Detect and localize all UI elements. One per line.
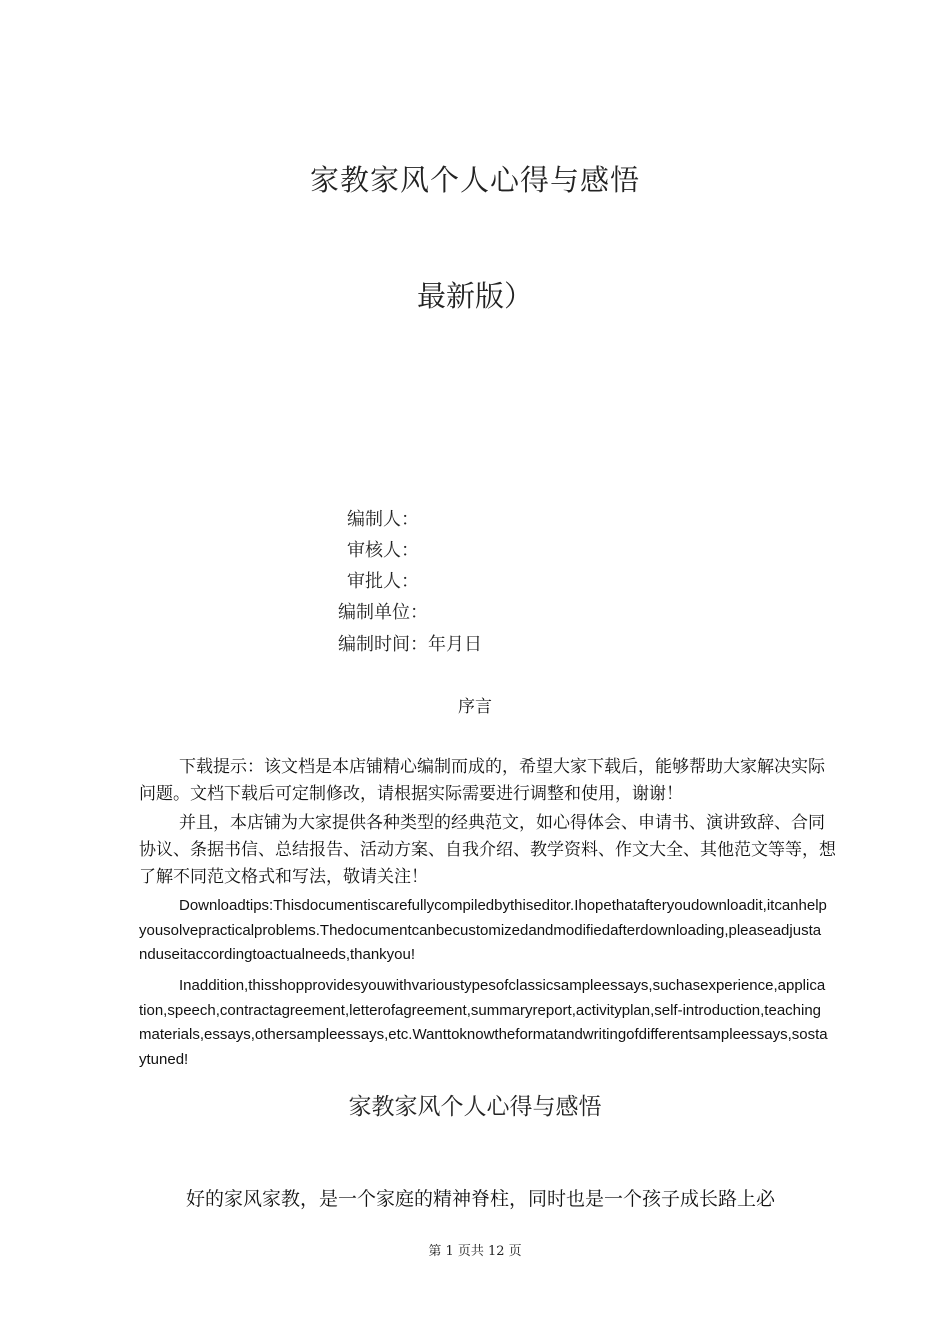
body-first-line: 好的家风家教，是一个家庭的精神脊柱，同时也是一个孩子成长路上必 <box>186 1188 776 1210</box>
author-label: 编制人： <box>347 509 419 530</box>
preface-heading: 序言 <box>458 697 492 717</box>
preface-cn-paragraph-2-text: 并且，本店铺为大家提供各种类型的经典范文，如心得体会、申请书、演讲致辞、合同协议、条据书信、总结报告、活动方案、自我介绍、教学资料、作文大全、其他范文等等，想了解不同范文格式和写法，敬请关注！ <box>139 813 836 887</box>
preface-en-paragraph-1-text: Downloadtips:Thisdocumentiscarefullycompiledbythiseditor.Ihopethatafteryoudownloadit,itcanhelpyousolvepracticalproblems.Thedocumentcanbecustomizedandmodifiedafterdownloading,pleaseadjustanduseitaccordingtoactualneeds,thankyou! <box>139 897 827 963</box>
preface-cn-paragraph-1-text: 下载提示：该文档是本店铺精心编制而成的，希望大家下载后，能够帮助大家解决实际问题。文档下载后可定制修改，请根据实际需要进行调整和使用，谢谢！ <box>139 757 825 804</box>
time-label: 编制时间：年月日 <box>338 634 482 655</box>
preface-en-paragraph-2 <box>139 974 829 1072</box>
preface-en-paragraph-2-text: Inaddition,thisshopprovidesyouwithvarioustypesofclassicsampleessays,suchasexperience,application,speech,contractagreement,letterofagreement,summaryreport,activityplan,self-introduction,teachingmaterials,essays,othersampleessays,etc.Wanttoknowtheformatandwritingofdifferentsampleessays,sostaytuned! <box>139 977 828 1068</box>
approver-label: 审批人： <box>347 571 419 592</box>
unit-label: 编制单位： <box>338 602 428 623</box>
preface-cn-paragraph-2 <box>139 810 839 891</box>
page-footer: 第 1 页共 12 页 <box>428 1244 522 1259</box>
document-title: 家教家风个人心得与感悟 <box>309 163 640 197</box>
reviewer-label: 审核人： <box>347 540 419 561</box>
document-subtitle: 最新版） <box>416 279 533 313</box>
section-title: 家教家风个人心得与感悟 <box>348 1094 602 1120</box>
preface-en-paragraph-1 <box>139 894 829 968</box>
preface-cn-paragraph-1 <box>139 754 839 808</box>
